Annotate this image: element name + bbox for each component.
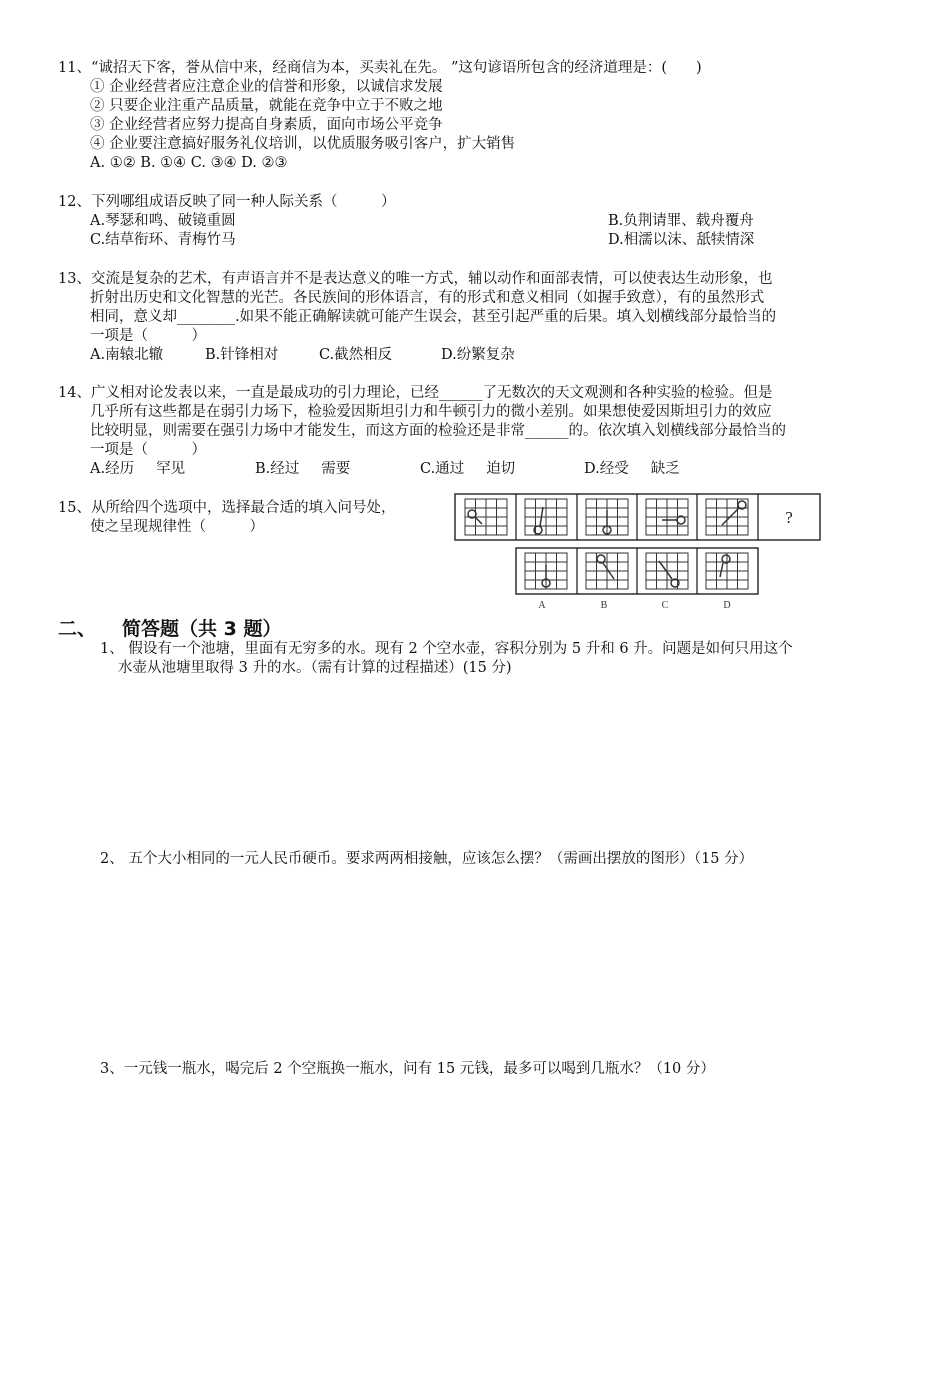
option-label-c: C [661, 600, 669, 611]
q13-option-c: C.截然相反 [319, 347, 393, 363]
q13-line-4: 一项是（ ） [90, 328, 206, 344]
section-2-heading [58, 617, 281, 641]
option-a-cell [525, 553, 567, 589]
q11-option-3: ③ 企业经营者应努力提高自身素质，面向市场公平竞争 [90, 117, 443, 133]
option-label-d: D [723, 600, 731, 611]
option-label-a: A [538, 600, 546, 611]
q12-option-b: B.负荆请罪、载舟覆舟 [608, 213, 754, 229]
q15-line-2: 使之呈现规律性（ ） [90, 519, 264, 535]
q12-option-d: D.相濡以沫、舐犊情深 [608, 232, 755, 248]
q14-option-c: C.通过 迫切 [420, 461, 516, 477]
sequence-cell-5 [706, 499, 748, 535]
q14-option-b: B.经过 需要 [255, 461, 351, 477]
short-answer-1-line-2: 水壶从池塘里取得 3 升的水。（需有计算的过程描述）(15 分) [118, 660, 512, 676]
q14-line-1: 14、广义相对论发表以来，一直是最成功的引力理论，已经______了无数次的天文观测和各种实验的检验。但是 [58, 385, 773, 401]
q13-line-3: 相同，意义却________.如果不能正确解读就可能产生误会，甚至引起严重的后果。填入划横线部分最恰当的 [90, 309, 777, 325]
sequence-cell-2 [525, 499, 567, 535]
q13-line-1: 13、交流是复杂的艺术，有声语言并不是表达意义的唯一方式，辅以动作和面部表情，可以使表达生动形象，也 [58, 271, 773, 287]
sequence-cell-3 [586, 499, 628, 535]
q15-line-1: 15、从所给四个选项中，选择最合适的填入问号处， [58, 500, 396, 516]
q11-stem: 11、“诚招天下客，誉从信中来，经商信为本，买卖礼在先。 ”这句谚语所包含的经济道理是：( ) [58, 60, 702, 76]
short-answer-3: 3、一元钱一瓶水，喝完后 2 个空瓶换一瓶水，问有 15 元钱，最多可以喝到几瓶水？（10 分） [100, 1061, 715, 1077]
q13-option-a: A.南辕北辙 [90, 347, 164, 363]
short-answer-2: 2、 五个大小相同的一元人民币硬币。要求两两相接触，应该怎么摆？（需画出摆放的图形）（15 分） [100, 851, 754, 867]
q14-line-2: 几乎所有这些都是在弱引力场下，检验爱因斯坦引力和牛顿引力的微小差别。如果想使爱因斯坦引力的效应 [90, 404, 772, 420]
q11-answers: A. ①② B. ①④ C. ③④ D. ②③ [90, 155, 288, 171]
q12-option-c: C.结草衔环、青梅竹马 [90, 232, 236, 248]
q11-option-1: ① 企业经营者应注意企业的信誉和形象，以诚信求发展 [90, 79, 443, 95]
q14-line-4: 一项是（ ） [90, 442, 206, 458]
option-b-cell [586, 553, 628, 589]
section-2-title: 简答题（共 3 题） [122, 618, 282, 640]
q13-option-b: B.针锋相对 [205, 347, 279, 363]
question-mark: ? [785, 508, 793, 527]
sequence-cell-1 [465, 499, 507, 535]
q11-option-2: ② 只要企业注重产品质量，就能在竞争中立于不败之地 [90, 98, 443, 114]
sequence-cell-4 [646, 499, 688, 535]
q15-figure-reasoning-diagram [454, 493, 822, 613]
option-d-cell [706, 553, 748, 589]
option-c-cell [646, 553, 688, 589]
q12-stem: 12、下列哪组成语反映了同一种人际关系（ ） [58, 194, 396, 210]
q14-line-3: 比较明显，则需要在强引力场中才能发生，而这方面的检验还是非常______的。依次填入划横线部分最恰当的 [90, 423, 786, 439]
q13-line-2: 折射出历史和文化智慧的光芒。各民族间的形体语言，有的形式和意义相同（如握手致意），有的虽然形式 [90, 290, 765, 306]
q11-option-4: ④ 企业要注意搞好服务礼仪培训，以优质服务吸引客户，扩大销售 [90, 136, 516, 152]
q14-option-a: A.经历 罕见 [90, 461, 186, 477]
q12-option-a: A.琴瑟和鸣、破镜重圆 [90, 213, 236, 229]
option-label-b: B [600, 600, 608, 611]
short-answer-1-line-1: 1、 假设有一个池塘，里面有无穷多的水。现有 2 个空水壶，容积分别为 5 升和 6 升。问题是如何只用这个 [100, 641, 793, 657]
q13-option-d: D.纷繁复杂 [441, 347, 515, 363]
q14-option-d: D.经受 缺乏 [584, 461, 680, 477]
section-2-number: 二、 [58, 618, 97, 640]
